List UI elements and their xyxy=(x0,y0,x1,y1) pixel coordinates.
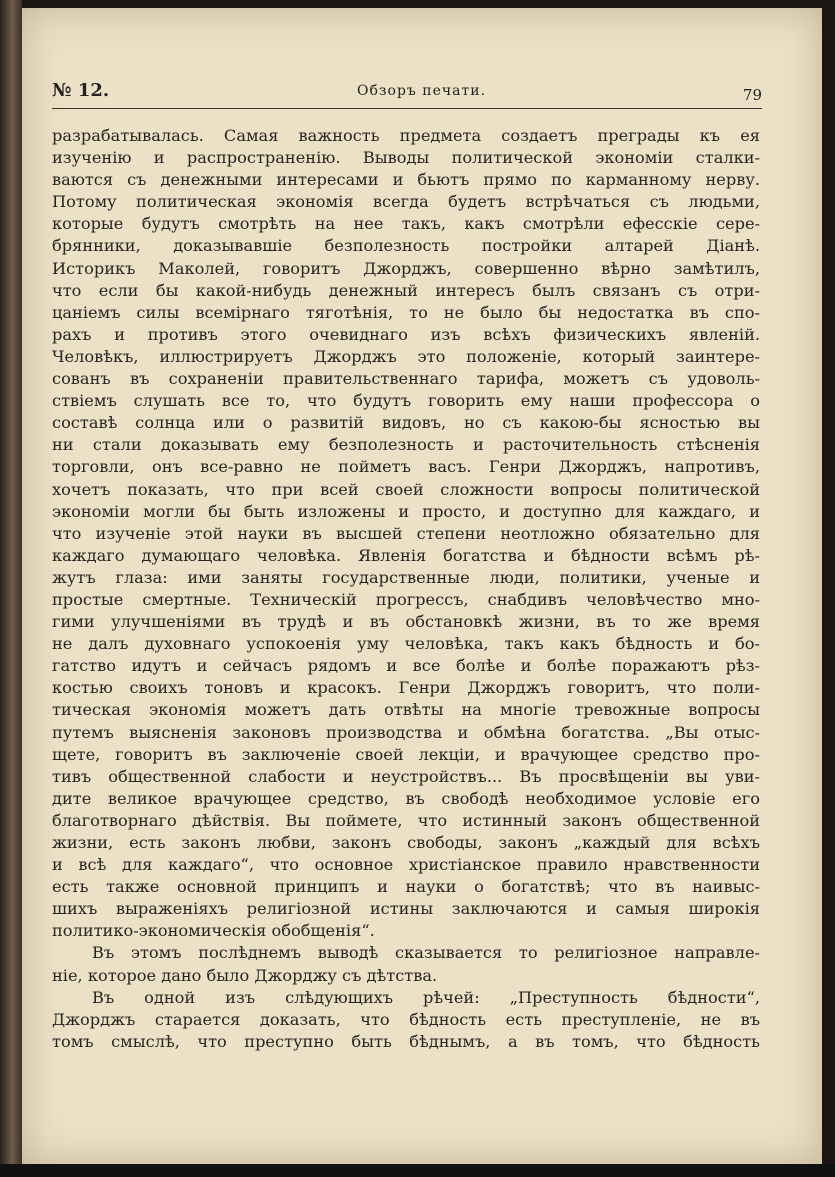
text-line: хочетъ показать, что при всей своей сложности вопросы политической xyxy=(52,479,760,499)
text-line: гими улучшеніями въ трудѣ и въ обстановкѣ жизни, въ то же время xyxy=(52,612,760,632)
running-head xyxy=(52,78,762,109)
text-line: щете, говоритъ въ заключеніе своей лекціи, и врачующее средство про- xyxy=(52,744,760,764)
text-line: не далъ духовнаго успокоенія уму человѣка, такъ какъ бѣдность и бо- xyxy=(52,634,760,654)
text-line: Джорджъ старается доказать, что бѣдность есть преступленіе, не въ xyxy=(52,1009,760,1029)
issue-number: № 12. xyxy=(52,80,110,101)
text-line: что изученіе этой науки въ высшей степени неотложно обязательно для xyxy=(52,523,760,543)
text-line: есть также основной принципъ и науки о богатствѣ; что въ наивыс- xyxy=(52,877,760,897)
text-line: Человѣкъ, иллюстрируетъ Джорджъ это положеніе, который заинтере- xyxy=(52,346,760,366)
text-line: торговли, онъ все-равно не пойметъ васъ. Генри Джорджъ, напротивъ, xyxy=(52,457,760,477)
text-line: жутъ глаза: ими заняты государственные люди, политики, ученые и xyxy=(52,567,760,587)
journal-title: Обзоръ печати. xyxy=(357,83,487,99)
text-line: Потому политическая экономія всегда будетъ встрѣчаться съ людьми, xyxy=(52,192,760,212)
text-line: экономіи могли бы быть изложены и просто, и доступно для каждаго, и xyxy=(52,501,760,521)
text-line: каждаго думающаго человѣка. Явленія богатства и бѣдности всѣмъ рѣ- xyxy=(52,545,760,565)
text-line: ни стали доказывать ему безполезность и расточительность стѣсненія xyxy=(52,435,760,455)
text-line: цаніемъ силы всемірнаго тяготѣнія, то не было бы недостатка въ спо- xyxy=(52,302,760,322)
page-number: 79 xyxy=(742,86,762,104)
text-line: Въ одной изъ слѣдующихъ рѣчей: „Преступность бѣдности“, xyxy=(92,987,760,1007)
text-line: простые смертные. Техническій прогрессъ, снабдивъ человѣчество мно- xyxy=(52,589,760,609)
text-line: ствіемъ слушать все то, что будутъ говорить ему наши профессора о xyxy=(52,391,760,411)
text-line: дите великое врачующее средство, въ свободѣ необходимое условіе его xyxy=(52,788,760,808)
text-line: ніе, которое дано было Джорджу съ дѣтства. xyxy=(52,965,438,985)
text-line: тивъ общественной слабости и неустройствъ... Въ просвѣщеніи вы уви- xyxy=(52,766,760,786)
text-line: Историкъ Маколей, говоритъ Джорджъ, совершенно вѣрно замѣтилъ, xyxy=(52,258,760,278)
text-line: рахъ и противъ этого очевиднаго изъ всѣхъ физическихъ явленій. xyxy=(52,324,760,344)
page-sheet xyxy=(22,8,822,1164)
text-line: жизни, есть законъ любви, законъ свободы, законъ „каждый для всѣхъ xyxy=(52,833,760,852)
previous-page-edge xyxy=(0,0,22,1177)
text-line: которые будутъ смотрѣть на нее такъ, какъ смотрѣли ефесскіе сере- xyxy=(52,214,760,234)
text-line: ваются съ денежными интересами и бьютъ прямо по карманному нерву. xyxy=(52,170,760,190)
text-line: изученію и распространенію. Выводы политической экономіи сталки- xyxy=(52,148,760,168)
text-line: сованъ въ сохраненіи правительственнаго тарифа, можетъ съ удоволь- xyxy=(52,369,760,389)
text-line: что если бы какой-нибудь денежный интересъ былъ связанъ съ отри- xyxy=(52,280,760,300)
text-line: путемъ выясненія законовъ производства и обмѣна богатства. „Вы отыс- xyxy=(52,722,760,742)
text-line: Въ этомъ послѣднемъ выводѣ сказывается то религіозное направле- xyxy=(92,943,760,963)
text-line: костью своихъ тоновъ и красокъ. Генри Джорджъ говоритъ, что поли- xyxy=(52,678,760,698)
scan-bottom-edge xyxy=(0,1164,835,1177)
text-line: шихъ выраженіяхъ религіозной истины заключаются и самыя широкія xyxy=(52,899,760,919)
text-line: тическая экономія можетъ дать отвѣты на многіе тревожные вопросы xyxy=(52,700,760,720)
text-line: томъ смыслѣ, что преступно быть бѣднымъ, а въ томъ, что бѣдность xyxy=(52,1031,760,1051)
body-text xyxy=(52,125,760,1053)
text-line: составѣ солнца или о развитій видовъ, но съ какою-бы ясностью вы xyxy=(52,413,760,433)
text-line: разрабатывалась. Самая важность предмета создаетъ преграды къ ея xyxy=(52,126,760,145)
text-line: гатство идутъ и сейчасъ рядомъ и все болѣе и болѣе поражаютъ рѣз- xyxy=(52,656,760,676)
text-line: и всѣ для каждаго“, что основное христіанское правило нравственности xyxy=(52,855,760,875)
text-line: благотворнаго дѣйствія. Вы поймете, что истинный законъ общественной xyxy=(52,810,760,830)
text-line: брянники, доказывавшіе безполезность постройки алтарей Діанѣ. xyxy=(52,236,760,256)
text-line: политико-экономическія обобщенія“. xyxy=(52,921,375,941)
